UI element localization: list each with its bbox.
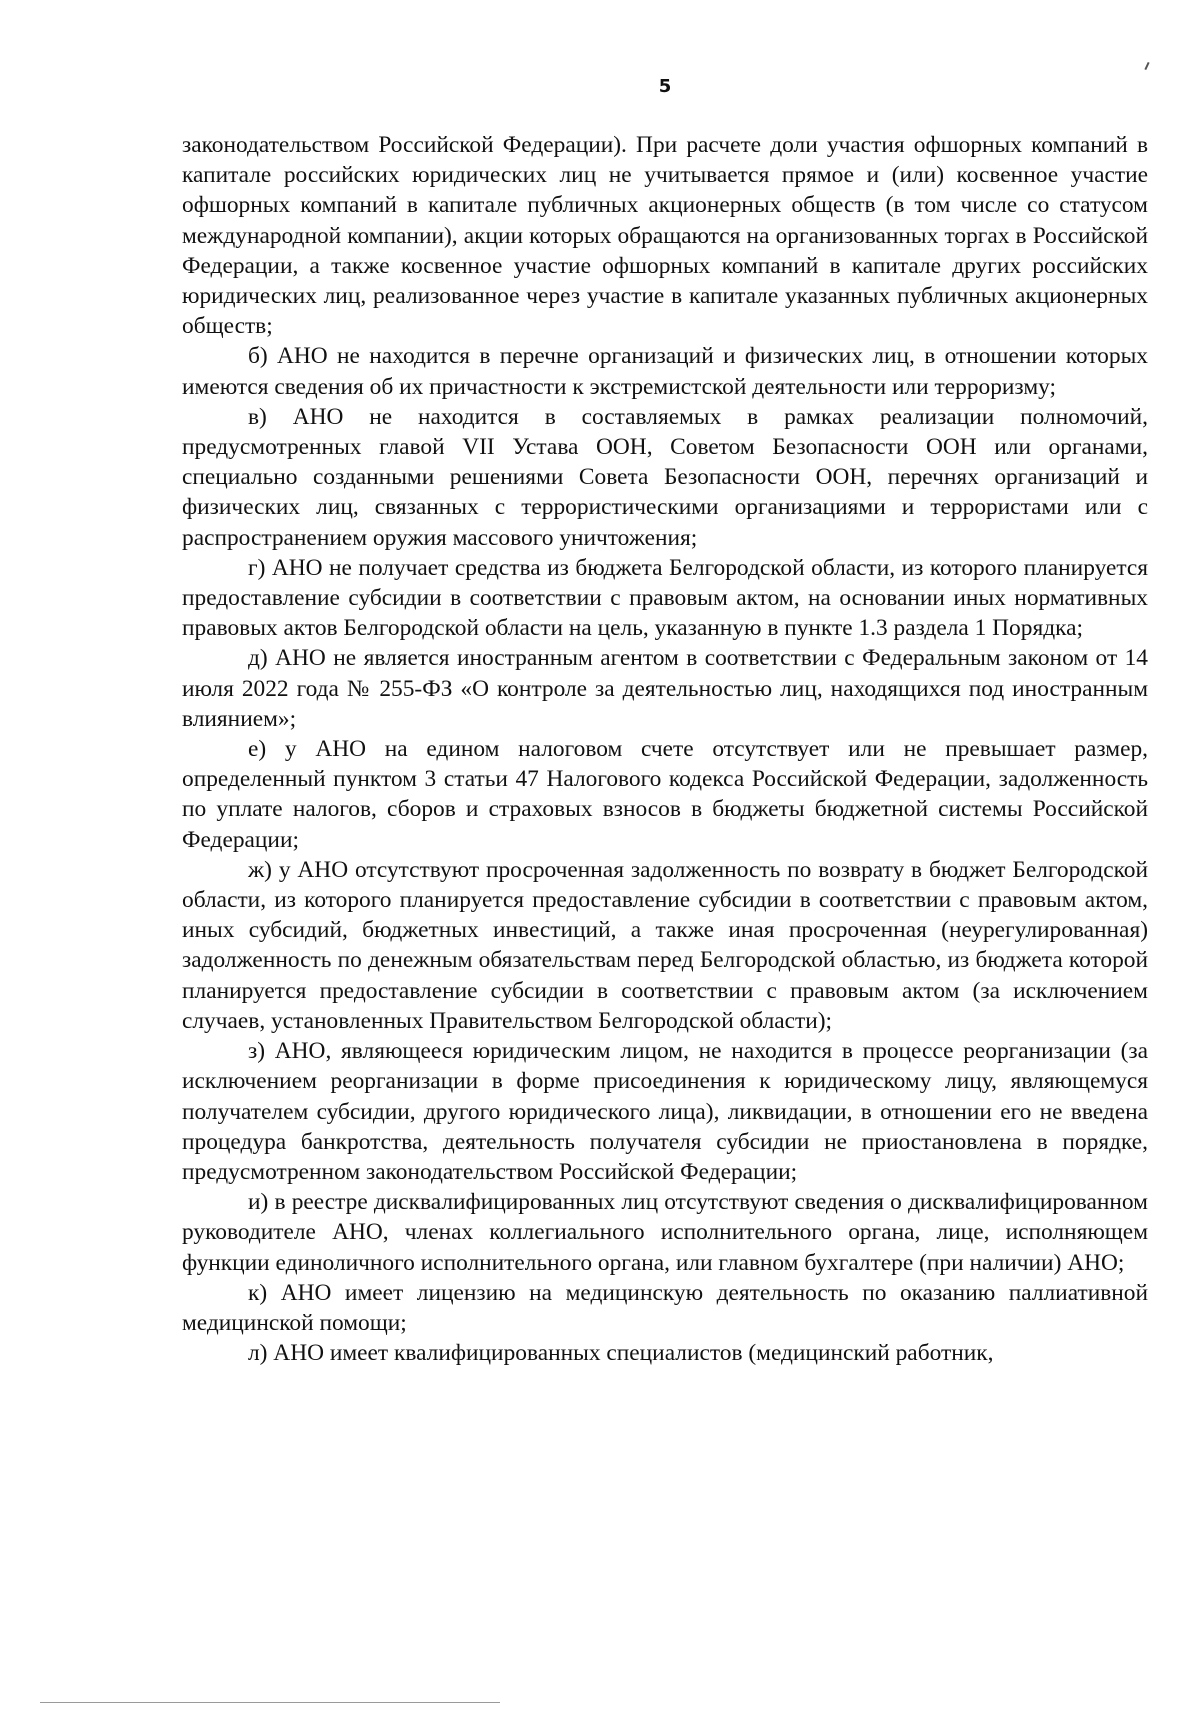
scan-edge-line [40, 1702, 500, 1703]
paragraph-item-z: з) АНО, являющееся юридическим лицом, не находится в процессе реорганизации (за исключением реорганизации в форме присоединения к юридическому лицу, являющемуся получателем субсидии, другого юридического лица), ликвидации, в отношении его не введена процедура банкротства, деятельность получателя субсидии не приостановлена в порядке, предусмотренном законодательством Российской Федерации; [182, 1038, 1148, 1185]
paragraph-item-l: л) АНО имеет квалифицированных специалистов (медицинский работник, [248, 1340, 994, 1367]
scan-mark [1144, 62, 1149, 70]
page-number: 5 [658, 76, 672, 97]
paragraph-item-zh: ж) у АНО отсутствуют просроченная задолженность по возврату в бюджет Белгородской области, из которого планируется предоставление субсидии в соответствии с правовым актом, иных субсидий, бюджетных инвестиций, а также иная просроченная (неурегулированная) задолженность по денежным обязательствам перед Белгородской областью, из бюджета которой планируется предоставление субсидии в соответствии с правовым актом (за исключением случаев, установленных Правительством Белгородской области); [182, 856, 1148, 1034]
paragraph-item-g: г) АНО не получает средства из бюджета Белгородской области, из которого планируется предоставление субсидии в соответствии с правовым актом, на основании иных нормативных правовых актов Белгородской области на цель, указанную в пункте 1.3 раздела 1 Порядка; [182, 554, 1148, 642]
paragraph-item-b: б) АНО не находится в перечне организаций и физических лиц, в отношении которых имеются сведения об их причастности к экстремистской деятельности или терроризму; [182, 343, 1148, 400]
document-body [182, 130, 1148, 1368]
paragraph-item-v: в) АНО не находится в составляемых в рамках реализации полномочий, предусмотренных главой VII Устава ООН, Советом Безопасности ООН или органами, специально созданными решениями Совета Безопасности ООН, перечнях организаций и физических лиц, связанных с террористическими организациями и террористами или с распространением оружия массового уничтожения; [182, 403, 1148, 551]
paragraph-continuation: законодательством Российской Федерации). При расчете доли участия офшорных компаний в капитале российских юридических лиц не учитывается прямое и (или) косвенное участие офшорных компаний в капитале публичных акционерных обществ (в том числе со статусом международной компании), акции которых обращаются на организованных торгах в Российской Федерации, а также косвенное участие офшорных компаний в капитале других российских юридических лиц, реализованное через участие в капитале указанных публичных акционерных обществ; [182, 132, 1148, 340]
paragraph-item-k: к) АНО имеет лицензию на медицинскую деятельность по оказанию паллиативной медицинской помощи; [182, 1279, 1148, 1336]
paragraph-item-d: д) АНО не является иностранным агентом в соответствии с Федеральным законом от 14 июля 2022 года № 255-ФЗ «О контроле за деятельностью лиц, находящихся под иностранным влиянием»; [182, 645, 1148, 732]
paragraph-item-e: е) у АНО на едином налоговом счете отсутствует или не превышает размер, определенный пунктом 3 статьи 47 Налогового кодекса Российской Федерации, задолженность по уплате налогов, сборов и страховых взносов в бюджеты бюджетной системы Российской Федерации; [182, 736, 1148, 853]
paragraph-item-i: и) в реестре дисквалифицированных лиц отсутствуют сведения о дисквалифицированном руководителе АНО, членах коллегиального исполнительного органа, лице, исполняющем функции единоличного исполнительного органа, или главном бухгалтере (при наличии) АНО; [182, 1189, 1148, 1276]
